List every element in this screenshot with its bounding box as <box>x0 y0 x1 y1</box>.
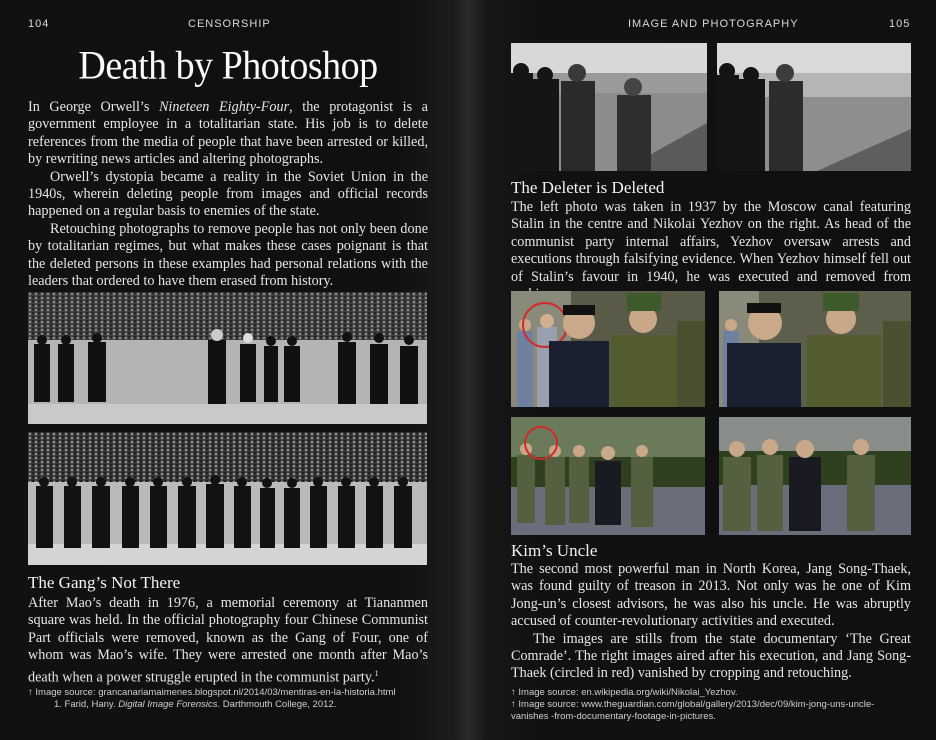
left-section-label: CENSORSHIP <box>188 18 271 30</box>
reference-1: 1. Farid, Hany. Digital Image Forensics. Darthmouth College, 2012. <box>54 699 337 710</box>
right-page <box>468 0 936 740</box>
soldiers-photo-icon <box>719 417 911 535</box>
right-section-label: IMAGE AND PHOTOGRAPHY <box>628 18 799 30</box>
right-page-number: 105 <box>889 18 911 30</box>
kim-indoor-retouched-still <box>719 291 911 407</box>
stalin-yezhov-original-photo <box>511 43 707 171</box>
gang-heading: The Gang’s Not There <box>28 573 181 592</box>
kim-paragraph-2: The images are stills from the state documentary ‘The Great Comrade’. The right images aired after his execution, and Jang Song-Thaek (circled in red) vanished by cropping and retouching. <box>511 630 911 682</box>
canal-photo-icon <box>511 43 707 171</box>
intro-text <box>28 99 428 290</box>
kim-paragraph-1: The second most powerful man in North Korea, Jang Song-Thaek, was found guilty of treason in 2013. Not only was he one of Kim Jong-un’s closest advisors, he was also his uncle. He was abruptly accused of counter-revolutionary activities and executed. <box>511 561 911 630</box>
kim-indoor-original-still <box>511 291 705 407</box>
group-of-people-photo-icon <box>28 292 427 424</box>
soldiers-photo-icon <box>719 291 911 407</box>
stalin-yezhov-retouched-photo <box>717 43 911 171</box>
kim-outdoor-original-still <box>511 417 705 535</box>
soldiers-photo-icon <box>511 417 705 535</box>
tiananmen-retouched-photo <box>28 432 427 565</box>
left-footnotes <box>28 687 438 711</box>
kim-text <box>511 561 911 683</box>
canal-photo-icon <box>717 43 911 171</box>
gang-text: After Mao’s death in 1976, a memorial ceremony at Tiananmen square was held. In the official photography four Chinese Communist Part officials were removed, known as the Gang of Four, one of whom was Mao’s wife. They were arrested one month after Mao’s death when a power struggle erupted in the communist party.$^1$ <box>28 595 428 686</box>
kim-outdoor-retouched-still <box>719 417 911 535</box>
right-image-source-1: ↑ Image source: en.wikipedia.org/wiki/Nikolai_Yezhov. <box>511 687 738 698</box>
tiananmen-original-photo <box>28 292 427 424</box>
left-image-source: ↑ Image source: grancanariamaimenes.blogspot.nl/2014/03/mentiras-en-la-historia.html <box>28 687 396 698</box>
footnote-mark: 1 <box>374 668 379 678</box>
soldiers-photo-icon <box>511 291 705 407</box>
intro-paragraph-3: Retouching photographs to remove people has not only been done by totalitarian regimes, but what makes these cases poignant is that the deleted persons in these examples had personal relations with the leaders that ordered to have them erased from history. <box>28 220 428 290</box>
kim-heading: Kim’s Uncle <box>511 541 598 560</box>
group-of-people-photo-icon <box>28 432 427 565</box>
right-footnotes <box>511 687 911 723</box>
book-title: Nineteen Eighty-Four <box>158 99 290 115</box>
deleter-heading: The Deleter is Deleted <box>511 178 665 197</box>
left-page-number: 104 <box>28 18 50 30</box>
page-title: Death by Photoshop <box>78 43 378 89</box>
intro-paragraph-1: In George Orwell’s Nineteen Eighty-Four, the protagonist is a government employee in a totalitarian state. His job is to delete references from the media of people that have been arrested or killed, by rewriting news articles and altering photographs. <box>28 99 428 168</box>
intro-paragraph-2: Orwell’s dystopia became a reality in the Soviet Union in the 1940s, wherein deleting people from images and official records happened on a regular basis to enemies of the state. <box>28 168 428 220</box>
deleter-text: The left photo was taken in 1937 by the Moscow canal featuring Stalin in the centre and Nikolai Yezhov on the right. As head of the communist party internal affairs, Yezhov oversaw arrests and executions through falsifying evidence. When Yezhov himself fell out of Stalin’s favour in 1940, he was executed and removed from <box>511 199 911 285</box>
right-image-source-2: ↑ Image source: www.theguardian.com/global/gallery/2013/dec/09/kim-jong-uns-uncle-vanishes -from-documentary-footage-in-pictures. <box>511 699 875 722</box>
